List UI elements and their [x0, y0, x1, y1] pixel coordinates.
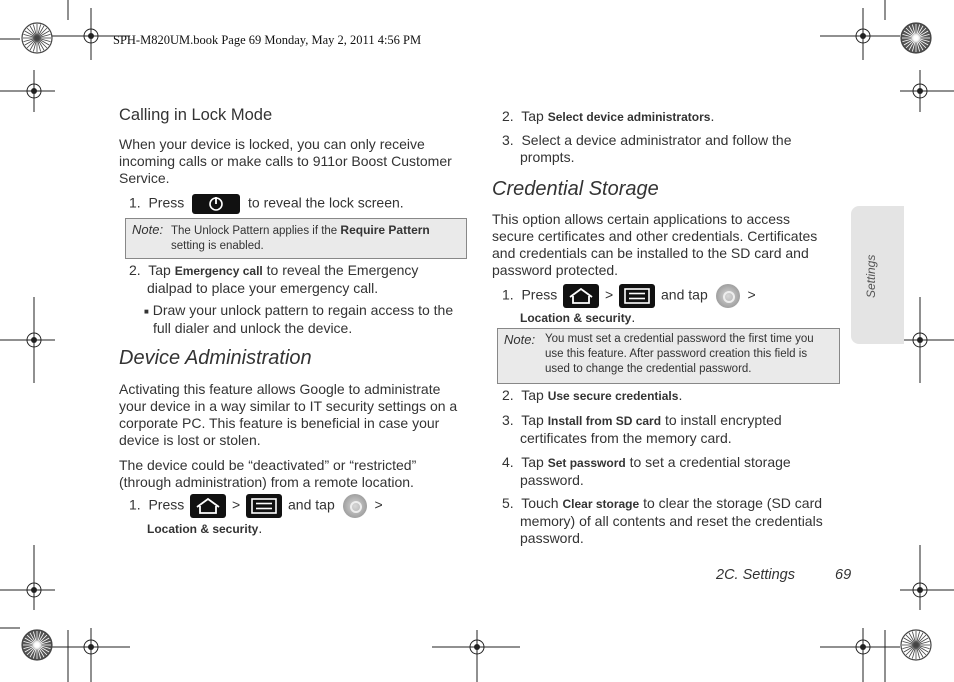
settings-gear-icon [343, 494, 367, 518]
heading-lock-mode: Calling in Lock Mode [119, 106, 273, 124]
para-device-admin-1: Activating this feature allows Google to administrate your device in a way similar to IT security settings on a corporate PC. This feature is beneficial in case your device is lost or stolen. [119, 381, 458, 448]
side-tab-label: Settings [864, 254, 878, 298]
para-credential-storage: This option allows certain applications to access secure certificates and other credentials. Certificates and credentials can be installed to the SD card and password protected. [492, 211, 818, 278]
step-install-sd: 3. Tap Install from SD card to install encrypted certificates from the memory card. [502, 412, 782, 446]
para-lock-mode: When your device is locked, you can only receive incoming calls or make calls to 911or Boost Customer Service. [119, 136, 452, 186]
footer-page-number: 69 [835, 567, 852, 583]
settings-gear-icon [716, 284, 740, 308]
step-use-secure-credentials: 2. Tap Use secure credentials. [502, 387, 683, 403]
note-unlock-pattern: Note: The Unlock Pattern applies if the Require Pattern setting is enabled. [125, 218, 467, 259]
step-emergency-call: 2. Tap Emergency call to reveal the Emergency dialpad to place your emergency call. [129, 262, 419, 296]
menu-key-icon [246, 494, 282, 518]
step-set-password: 4. Tap Set password to set a credential storage password. [502, 454, 791, 488]
home-key-icon [190, 494, 226, 518]
note-credential-password: Note: You must set a credential password the first time you use this feature. After password creation this field is used to change the credential password. [497, 328, 840, 384]
step-press-power: 1. Press to reveal the lock screen. [129, 194, 404, 214]
step-admin-press: 1. Press > and tap > Location & security. [129, 494, 383, 538]
home-key-icon [563, 284, 599, 308]
power-key-icon [192, 194, 240, 214]
page-header: SPH-M820UM.book Page 69 Monday, May 2, 2011 4:56 PM [113, 33, 422, 47]
step-clear-storage: 5. Touch Clear storage to clear the storage (SD card memory) of all contents and reset the credentials password. [502, 495, 823, 546]
step-select-admin-follow: 3. Select a device administrator and follow the prompts. [502, 132, 792, 165]
footer-section: 2C. Settings [716, 567, 795, 583]
heading-credential-storage: Credential Storage [492, 178, 659, 200]
heading-device-admin: Device Administration [119, 347, 312, 369]
bullet-unlock: ■ Draw your unlock pattern to regain access to the full dialer and unlock the device. [144, 302, 454, 336]
para-device-admin-2: The device could be “deactivated” or “restricted” (through administration) from a remote location. [119, 457, 417, 490]
menu-key-icon [619, 284, 655, 308]
step-select-admins: 2. Tap Select device administrators. [502, 108, 715, 124]
step-cred-press: 1. Press > and tap > Location & security. [502, 284, 756, 327]
